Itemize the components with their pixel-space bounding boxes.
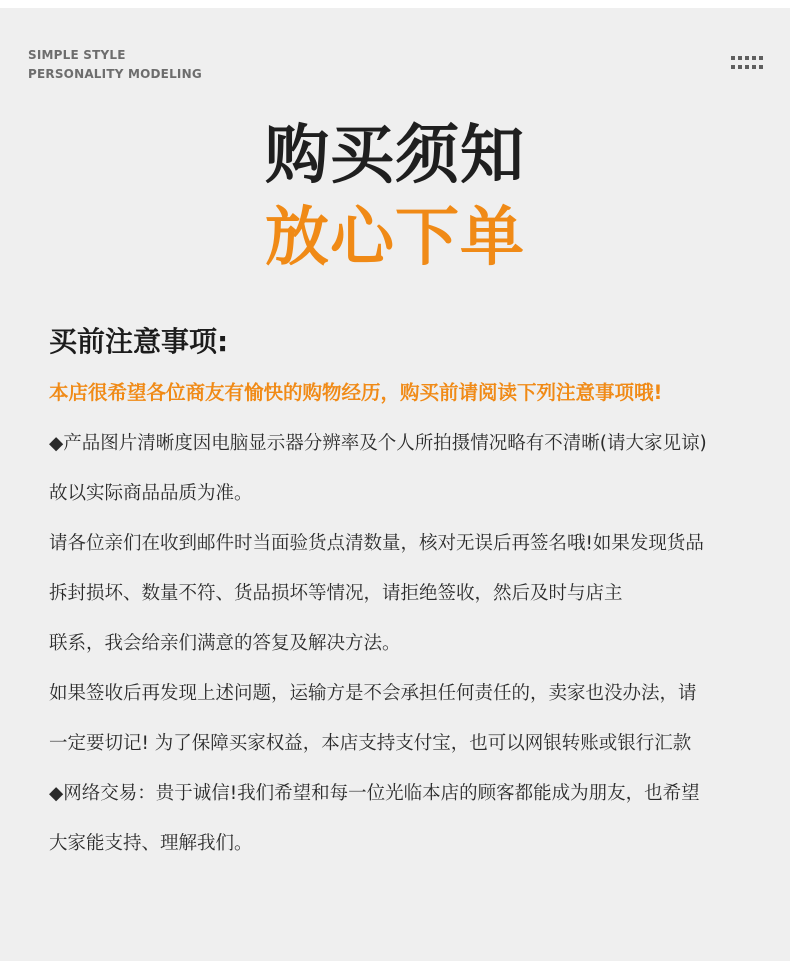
body-line: 故以实际商品品质为准。 <box>49 483 253 504</box>
body-line: 请各位亲们在收到邮件时当面验货点清数量，核对无误后再签名哦!如果发现货品 <box>49 533 704 554</box>
body-line: 拆封损坏、数量不符、货品损坏等情况，请拒绝签收，然后及时与店主 <box>49 583 623 604</box>
brand-line-1: SIMPLE STYLE <box>28 48 126 62</box>
body-line: 如果签收后再发现上述问题，运输方是不会承担任何责任的，卖家也没办法，请 <box>49 683 697 704</box>
section-heading: 买前注意事项: <box>49 325 229 358</box>
page-title: 购买须知 <box>265 119 525 193</box>
dots-grid-icon[interactable] <box>731 56 765 72</box>
body-line: ◆产品图片清晰度因电脑显示器分辨率及个人所拍摄情况略有不清晰(请大家见谅) <box>49 433 707 454</box>
brand-tagline <box>28 46 202 84</box>
notice-text: 本店很希望各位商友有愉快的购物经历，购买前请阅读下列注意事项哦! <box>49 381 663 404</box>
body-line: 一定要切记! 为了保障买家权益，本店支持支付宝，也可以网银转账或银行汇款 <box>49 733 692 754</box>
page-subtitle: 放心下单 <box>265 201 525 275</box>
body-line: 大家能支持、理解我们。 <box>49 833 253 854</box>
brand-line-2: PERSONALITY MODELING <box>28 67 202 81</box>
body-line: ◆网络交易：贵于诚信!我们希望和每一位光临本店的顾客都能成为朋友，也希望 <box>49 783 700 804</box>
body-line: 联系，我会给亲们满意的答复及解决方法。 <box>49 633 401 654</box>
